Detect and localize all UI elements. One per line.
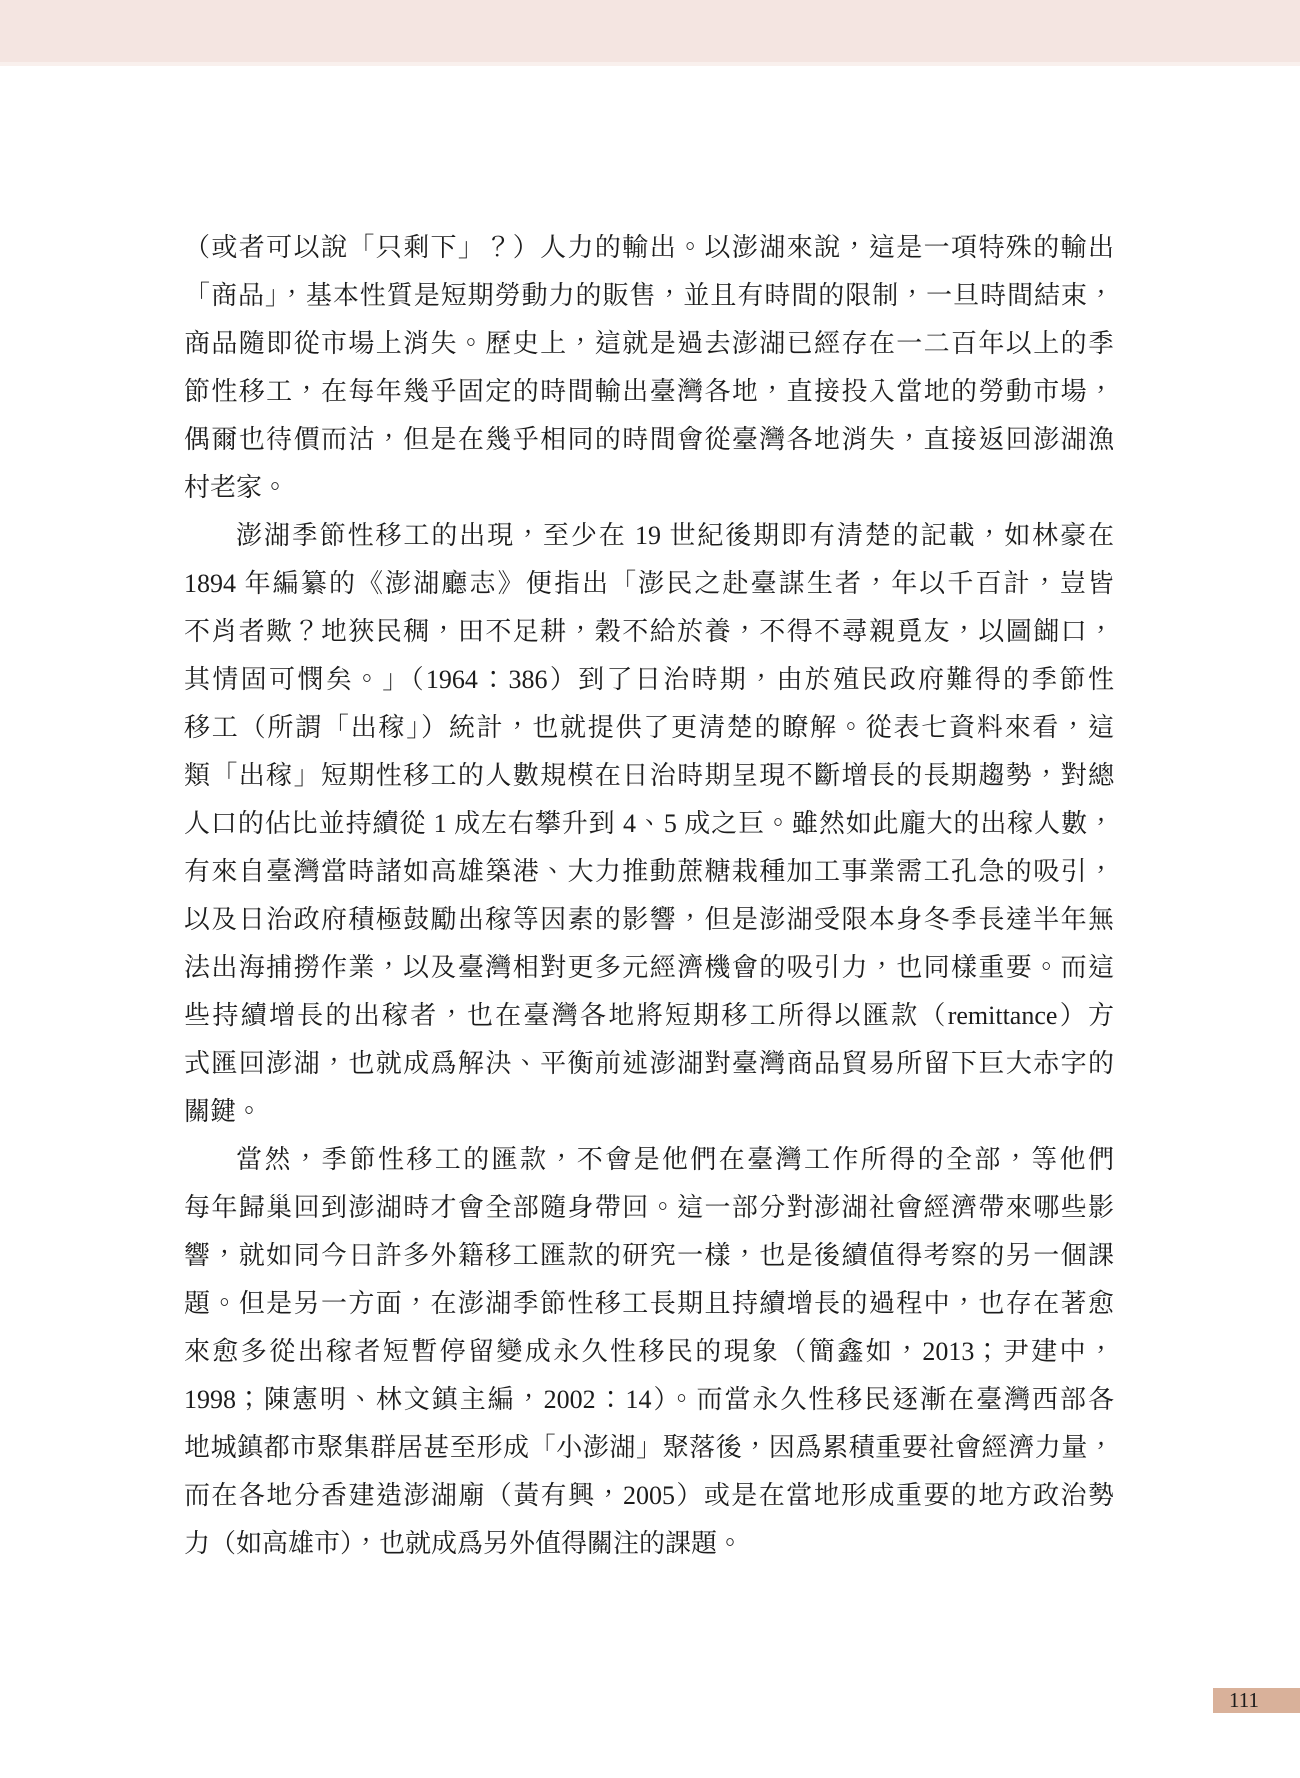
text-line: 偶爾也待價而沽，但是在幾乎相同的時間會從臺灣各地消失，直接返回澎湖漁 [184,425,1114,454]
text-line: 「商品」，基本性質是短期勞動力的販售，並且有時間的限制，一旦時間結束， [184,281,1114,310]
text-line: 而在各地分香建造澎湖廟（黃有興，2005）或是在當地形成重要的地方政治勢 [184,1481,1114,1510]
text-line: 澎湖季節性移工的出現，至少在 19 世紀後期即有清楚的記載，如林豪在 [236,521,1114,550]
text-line: 不肖者歟？地狹民稠，田不足耕，穀不給於養，不得不尋親覓友，以圖餬口， [184,617,1114,646]
paragraph [184,512,1114,1136]
text-line: 每年歸巢回到澎湖時才會全部隨身帶回。這一部分對澎湖社會經濟帶來哪些影 [184,1193,1114,1222]
text-line: 當然，季節性移工的匯款，不會是他們在臺灣工作所得的全部，等他們 [236,1145,1114,1174]
text-line: 力（如高雄市），也就成爲另外值得關注的課題。 [184,1529,744,1558]
body-text [184,224,1114,1568]
top-band [0,0,1300,66]
text-line: 類「出稼」短期性移工的人數規模在日治時期呈現不斷增長的長期趨勢，對總 [184,761,1114,790]
text-line: 人口的佔比並持續從 1 成左右攀升到 4、5 成之巨。雖然如此龐大的出稼人數， [184,809,1114,838]
text-line: 村老家。 [184,473,289,502]
text-line: 法出海捕撈作業，以及臺灣相對更多元經濟機會的吸引力，也同樣重要。而這 [184,953,1114,982]
text-line: 節性移工，在每年幾乎固定的時間輸出臺灣各地，直接投入當地的勞動市場， [184,377,1114,406]
text-line: 題。但是另一方面，在澎湖季節性移工長期且持續增長的過程中，也存在著愈 [184,1289,1114,1318]
text-line: 移工（所謂「出稼」）統計，也就提供了更清楚的瞭解。從表七資料來看，這 [184,713,1114,742]
page-number: 111 [1229,1688,1259,1712]
text-line: 其情固可憫矣。」（1964：386）到了日治時期，由於殖民政府難得的季節性 [184,665,1114,694]
text-line: 關鍵。 [184,1097,263,1126]
text-line: 式匯回澎湖，也就成爲解決、平衡前述澎湖對臺灣商品貿易所留下巨大赤字的 [184,1049,1114,1078]
text-line: 來愈多從出稼者短暫停留變成永久性移民的現象（簡鑫如，2013；尹建中， [184,1337,1114,1366]
text-line: 響，就如同今日許多外籍移工匯款的研究一樣，也是後續值得考察的另一個課 [184,1241,1114,1270]
page-number-band [1213,1688,1300,1713]
text-line: （或者可以說「只剩下」？）人力的輸出。以澎湖來說，這是一項特殊的輸出 [184,233,1114,262]
text-line: 些持續增長的出稼者，也在臺灣各地將短期移工所得以匯款（remittance）方 [184,1001,1114,1030]
text-line: 1894 年編纂的《澎湖廳志》便指出「澎民之赴臺謀生者，年以千百計，豈皆 [184,569,1114,598]
text-line: 地城鎮都市聚集群居甚至形成「小澎湖」聚落後，因爲累積重要社會經濟力量， [184,1433,1114,1462]
text-line: 商品隨即從市場上消失。歷史上，這就是過去澎湖已經存在一二百年以上的季 [184,329,1114,358]
paragraph [184,224,1114,512]
paragraph [184,1136,1114,1568]
text-line: 以及日治政府積極鼓勵出稼等因素的影響，但是澎湖受限本身冬季長達半年無 [184,905,1114,934]
text-line: 1998；陳憲明、林文鎮主編，2002：14）。而當永久性移民逐漸在臺灣西部各 [184,1385,1114,1414]
text-line: 有來自臺灣當時諸如高雄築港、大力推動蔗糖栽種加工事業需工孔急的吸引， [184,857,1114,886]
